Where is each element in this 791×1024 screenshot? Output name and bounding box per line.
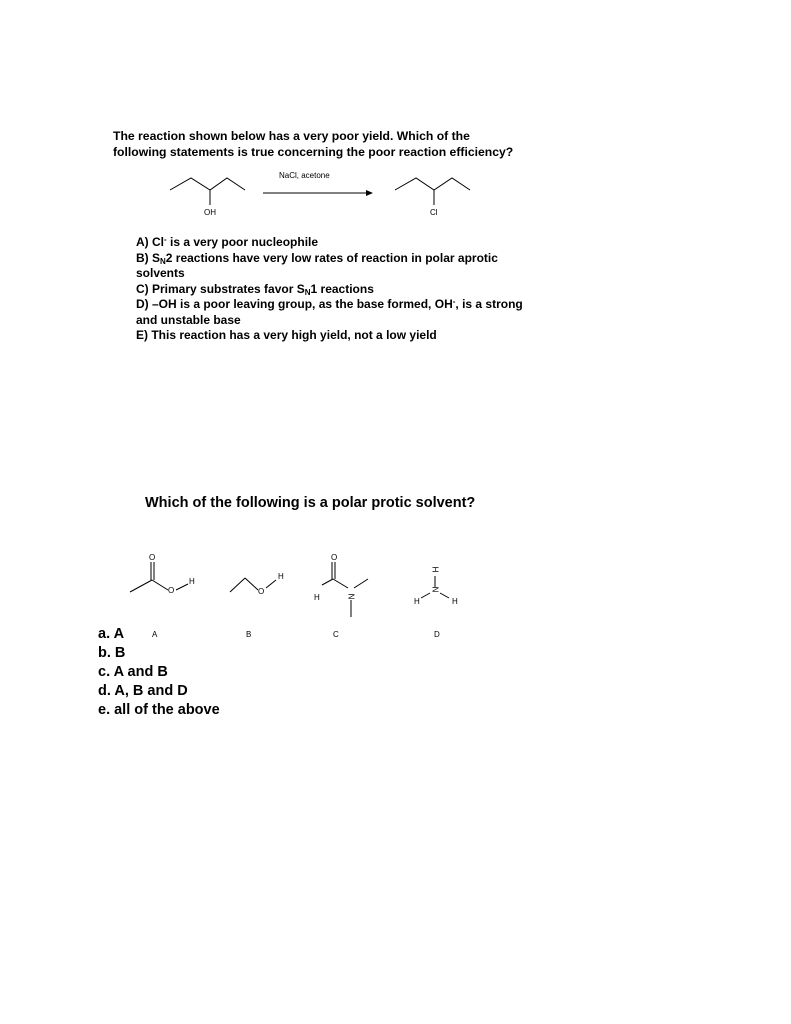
option-b: B) $S_N2$ reactions have very low rates of reaction in polar aprotic xyxy=(136,250,498,266)
product-structure xyxy=(390,168,490,218)
product-cl-label: Cl xyxy=(430,208,438,217)
option-d: D) –OH is a poor leaving group, as the base formed, OH-, is a strong xyxy=(136,297,523,311)
molecule-d-h-top: H xyxy=(430,566,440,573)
molecule-d-n: N xyxy=(430,586,440,593)
molecule-a-label: A xyxy=(152,630,158,639)
molecule-d-h-left: H xyxy=(414,597,420,606)
answer-e: e. all of the above xyxy=(98,702,220,718)
molecule-b-structure xyxy=(230,570,300,610)
reactant-oh-label: OH xyxy=(204,208,216,217)
molecule-c-o: O xyxy=(331,553,338,562)
molecule-c-n: N xyxy=(346,593,356,600)
answer-b: b. B xyxy=(98,645,126,661)
question1-intro xyxy=(113,128,593,160)
option-e: E) This reaction has a very high yield, not a low yield xyxy=(136,328,437,342)
answer-d: d. A, B and D xyxy=(98,683,188,699)
option-b-line2: solvents xyxy=(136,266,185,280)
molecule-a-h: H xyxy=(189,577,195,586)
question1-intro-line1: The reaction shown below has a very poor yield. Which of the xyxy=(113,129,470,143)
molecule-d-label: D xyxy=(434,630,440,639)
option-d-line2: and unstable base xyxy=(136,312,241,327)
question1-options xyxy=(136,235,556,344)
molecule-a-o-carbonyl: O xyxy=(149,553,156,562)
answer-c: c. A and B xyxy=(98,664,168,680)
molecule-b-o: O xyxy=(258,587,265,596)
molecule-a-o-single: O xyxy=(168,586,175,595)
molecule-c-structure xyxy=(315,555,385,625)
reagent-label: NaCl, acetone xyxy=(279,171,330,180)
option-a: A) Cl- is a very poor nucleophile xyxy=(136,235,319,249)
molecule-c-label: C xyxy=(333,630,339,639)
question1-intro-line2: following statements is true concerning the poor reaction efficiency? xyxy=(113,145,514,159)
answer-choices xyxy=(98,625,220,720)
question2-prompt: Which of the following is a polar protic solvent? xyxy=(145,495,476,511)
option-c: C) Primary substrates favor $S_N1$ reactions xyxy=(136,281,374,297)
molecule-b-label: B xyxy=(246,630,252,639)
molecule-d-h-right: H xyxy=(452,597,458,606)
reaction-arrow xyxy=(262,188,382,198)
molecule-c-h: H xyxy=(314,593,320,602)
molecule-b-h: H xyxy=(278,572,284,581)
answer-a: a. A xyxy=(98,626,125,642)
